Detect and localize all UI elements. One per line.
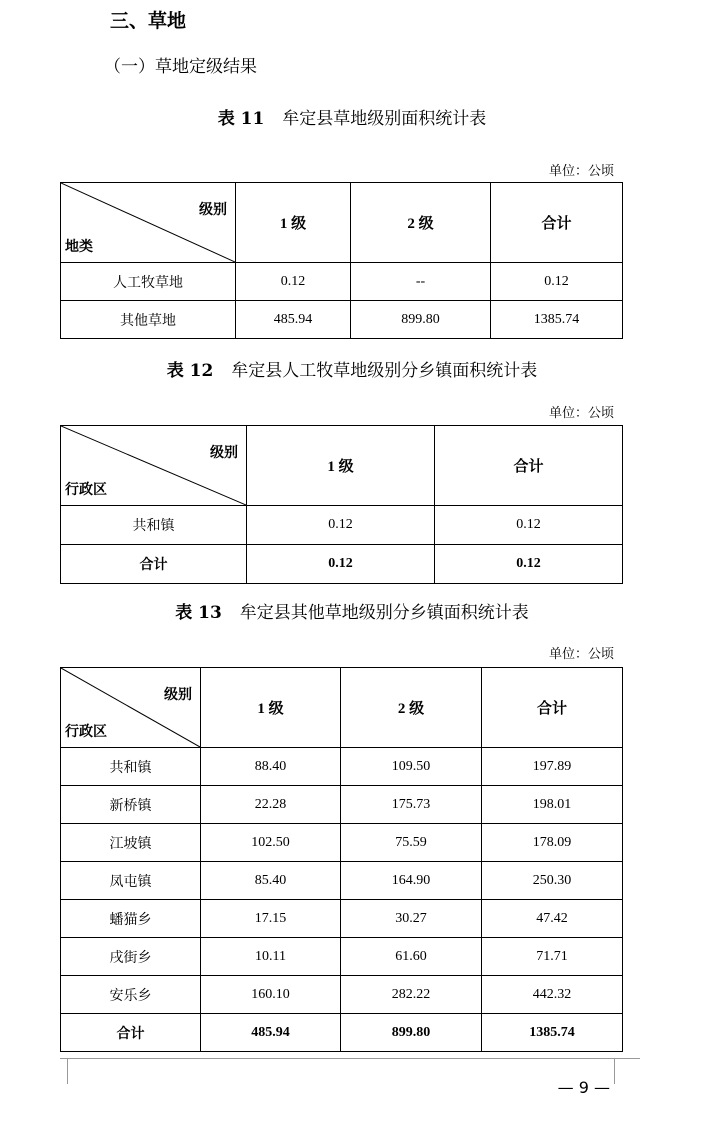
table-row — [61, 862, 623, 900]
cell: 17.15 — [201, 900, 341, 938]
cell: 0.12 — [491, 263, 623, 301]
table11-number: 表 11 — [217, 109, 265, 129]
cell: 109.50 — [341, 748, 482, 786]
cell: 10.11 — [201, 938, 341, 976]
cell: 899.80 — [341, 1014, 482, 1052]
footer-divider — [60, 1058, 640, 1059]
cell: 442.32 — [482, 976, 623, 1014]
table12-col-header: 1 级 — [247, 426, 435, 506]
table12 — [60, 425, 623, 584]
table-row — [61, 748, 623, 786]
table11 — [60, 182, 623, 339]
table11-caption — [0, 104, 704, 129]
row-label: 凤屯镇 — [61, 862, 201, 900]
footer-left-mark — [67, 1058, 68, 1084]
table13-number: 表 13 — [175, 603, 222, 623]
table13-corner-bottom: 行政区 — [65, 725, 107, 740]
cell: 0.12 — [435, 506, 623, 545]
table-row — [61, 1014, 623, 1052]
cell: 47.42 — [482, 900, 623, 938]
row-label: 新桥镇 — [61, 786, 201, 824]
cell: 198.01 — [482, 786, 623, 824]
table11-col-header: 2 级 — [351, 183, 491, 263]
table13 — [60, 667, 623, 1052]
cell: 85.40 — [201, 862, 341, 900]
table11-corner-top: 级别 — [199, 203, 227, 218]
cell: 282.22 — [341, 976, 482, 1014]
cell: 164.90 — [341, 862, 482, 900]
row-label: 共和镇 — [61, 748, 201, 786]
table-row — [61, 506, 623, 545]
table13-title: 牟定县其他草地级别分乡镇面积统计表 — [239, 603, 529, 623]
cell: 197.89 — [482, 748, 623, 786]
page-number: — 9 — — [557, 1078, 610, 1097]
row-label: 合计 — [61, 545, 247, 584]
table-row — [61, 301, 623, 339]
table13-unit: 单位：公顷 — [548, 647, 614, 662]
cell: 485.94 — [201, 1014, 341, 1052]
table12-corner-bottom: 行政区 — [65, 483, 107, 498]
table12-caption — [0, 356, 704, 381]
table11-title: 牟定县草地级别面积统计表 — [282, 109, 487, 129]
table11-corner-cell — [61, 183, 236, 263]
table12-unit: 单位：公顷 — [548, 406, 614, 421]
table-row — [61, 938, 623, 976]
table12-col-header: 合计 — [435, 426, 623, 506]
table11-unit: 单位：公顷 — [548, 164, 614, 179]
cell: 899.80 — [351, 301, 491, 339]
section-heading: 三、草地 — [110, 10, 187, 32]
table12-number: 表 12 — [166, 361, 214, 381]
table-row — [61, 824, 623, 862]
subsection-heading: （一）草地定级结果 — [104, 57, 257, 77]
cell: 0.12 — [247, 545, 435, 584]
table12-title: 牟定县人工牧草地级别分乡镇面积统计表 — [231, 361, 538, 381]
table-row — [61, 900, 623, 938]
cell: 0.12 — [247, 506, 435, 545]
cell: 485.94 — [236, 301, 351, 339]
row-label: 共和镇 — [61, 506, 247, 545]
row-label: 其他草地 — [61, 301, 236, 339]
cell: 102.50 — [201, 824, 341, 862]
table13-col-header: 合计 — [482, 668, 623, 748]
table13-col-header: 1 级 — [201, 668, 341, 748]
cell: 160.10 — [201, 976, 341, 1014]
table11-corner-bottom: 地类 — [65, 240, 93, 255]
table12-corner-cell — [61, 426, 247, 506]
row-label: 蟠猫乡 — [61, 900, 201, 938]
table13-caption — [0, 598, 704, 623]
cell: 178.09 — [482, 824, 623, 862]
table13-corner-cell — [61, 668, 201, 748]
table-row — [61, 545, 623, 584]
row-label: 安乐乡 — [61, 976, 201, 1014]
cell: 88.40 — [201, 748, 341, 786]
cell: 22.28 — [201, 786, 341, 824]
row-label: 合计 — [61, 1014, 201, 1052]
cell: 0.12 — [236, 263, 351, 301]
cell: 75.59 — [341, 824, 482, 862]
cell: 30.27 — [341, 900, 482, 938]
cell: 250.30 — [482, 862, 623, 900]
table-row — [61, 786, 623, 824]
table-row — [61, 976, 623, 1014]
cell: 61.60 — [341, 938, 482, 976]
cell: 1385.74 — [482, 1014, 623, 1052]
table11-col-header: 1 级 — [236, 183, 351, 263]
cell: 71.71 — [482, 938, 623, 976]
table13-corner-top: 级别 — [164, 688, 192, 703]
row-label: 江坡镇 — [61, 824, 201, 862]
row-label: 戌街乡 — [61, 938, 201, 976]
footer-right-mark — [614, 1058, 615, 1084]
table13-col-header: 2 级 — [341, 668, 482, 748]
row-label: 人工牧草地 — [61, 263, 236, 301]
cell: 0.12 — [435, 545, 623, 584]
table11-col-header: 合计 — [491, 183, 623, 263]
cell: 1385.74 — [491, 301, 623, 339]
table-row — [61, 263, 623, 301]
table12-corner-top: 级别 — [210, 446, 238, 461]
cell: 175.73 — [341, 786, 482, 824]
cell: -- — [351, 263, 491, 301]
